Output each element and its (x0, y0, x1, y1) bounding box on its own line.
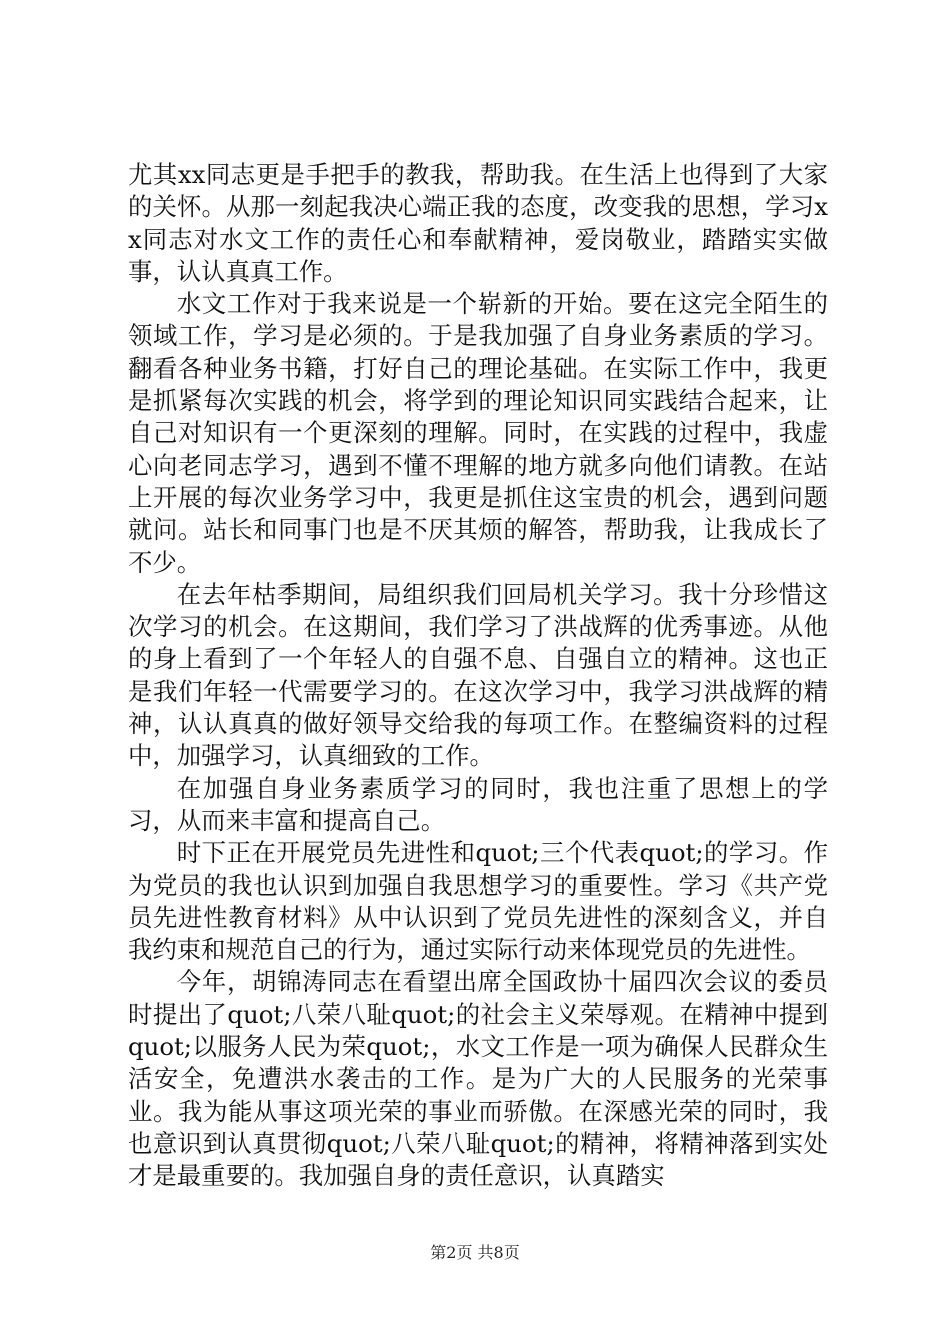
paragraph-5: 时下正在开展党员先进性和quot;三个代表quot;的学习。作为党员的我也认识到加强自我思想学习的重要性。学习《共产党员先进性教育材料》从中认识到了党员先进性的深刻含义，并自我约束和规范自己的行为，通过实际行动来体现党员的先进性。 (128, 838, 828, 965)
paragraph-1: 尤其xx同志更是手把手的教我，帮助我。在生活上也得到了大家的关怀。从那一刻起我决心端正我的态度，改变我的思想，学习xx同志对水文工作的责任心和奉献精神，爱岗敬业，踏踏实实做事，认认真真工作。 (128, 160, 828, 286)
paragraph-2: 水文工作对于我来说是一个崭新的开始。要在这完全陌生的领域工作，学习是必须的。于是我加强了自身业务素质的学习。翻看各种业务书籍，打好自己的理论基础。在实际工作中，我更是抓紧每次实践的机会，将学到的理论知识同实践结合起来，让自己对知识有一个更深刻的理解。同时，在实践的过程中，我虚心向老同志学习，遇到不懂不理解的地方就多向他们请教。在站上开展的每次业务学习中，我更是抓住这宝贵的机会，遇到问题就问。站长和同事门也是不厌其烦的解答，帮助我，让我成长了不少。 (128, 289, 828, 577)
document-body (128, 159, 828, 1193)
paragraph-3: 在去年枯季期间，局组织我们回局机关学习。我十分珍惜这次学习的机会。在这期间，我们学习了洪战辉的优秀事迹。从他的身上看到了一个年轻人的自强不息、自强自立的精神。这也正是我们年轻一代需要学习的。在这次学习中，我学习洪战辉的精神，认认真真的做好领导交给我的每项工作。在整编资料的过程中，加强学习，认真细致的工作。 (128, 579, 828, 771)
paragraph-4: 在加强自身业务素质学习的同时，我也注重了思想上的学习，从而来丰富和提高自己。 (128, 773, 828, 835)
page-footer: 第2页 共8页 (430, 1243, 520, 1262)
paragraph-6: 今年，胡锦涛同志在看望出席全国政协十届四次会议的委员时提出了quot;八荣八耻quot;的社会主义荣辱观。在精神中提到quot;以服务人民为荣quot;，水文工作是一项为确保人民群众生活安全，免遭洪水袭击的工作。是为广大的人民服务的光荣事业。我为能从事这项光荣的事业而骄傲。在深感光荣的同时，我也意识到认真贯彻quot;八荣八耻quot;的精神，将精神落到实处才是最重要的。我加强自身的责任意识，认真踏实 (128, 967, 828, 1191)
